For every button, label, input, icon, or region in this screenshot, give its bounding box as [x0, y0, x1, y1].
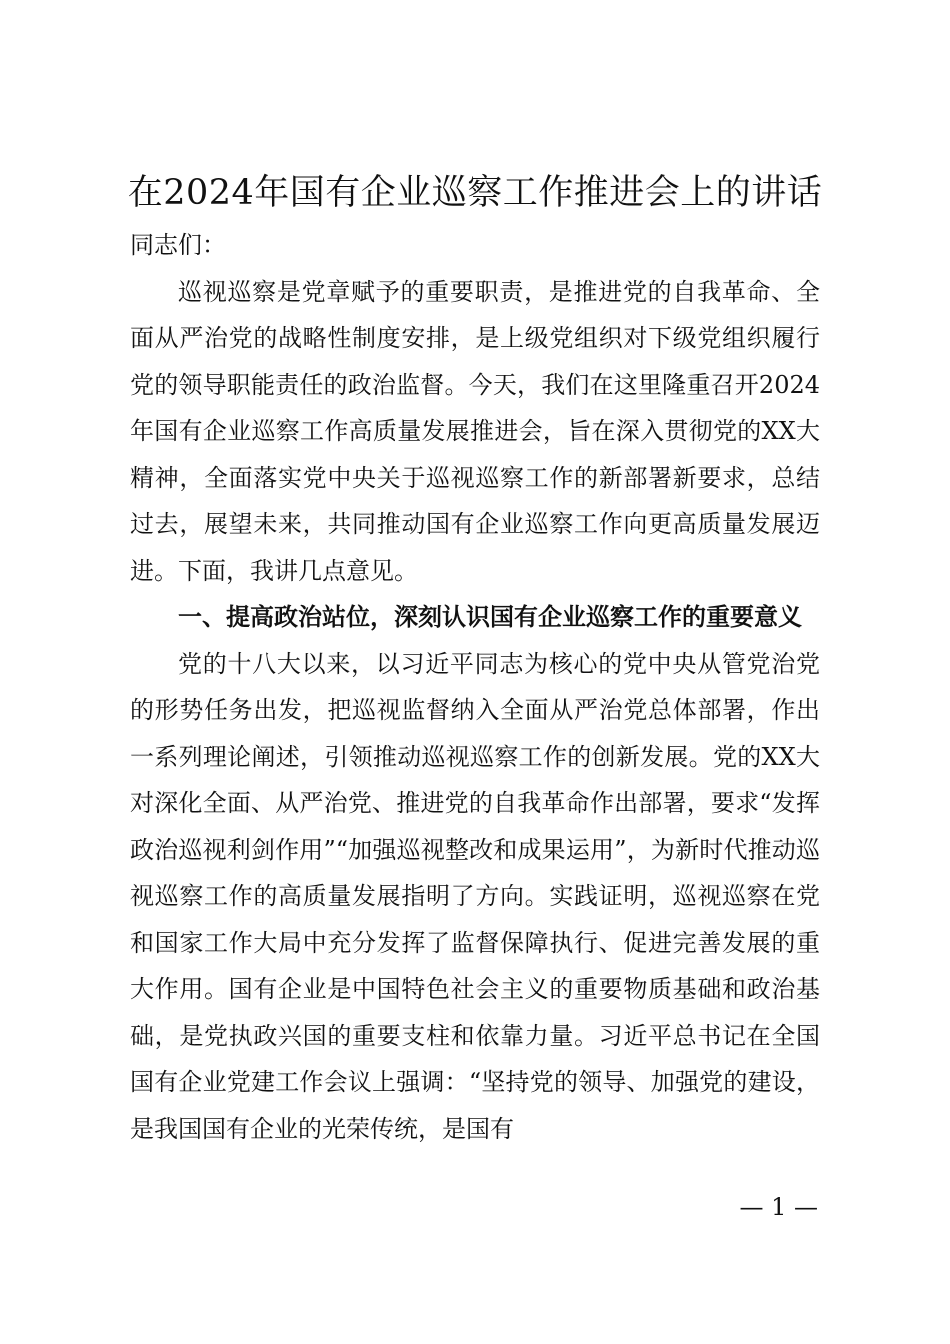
section-paragraph: 党的十八大以来，以习近平同志为核心的党中央从管党治党的形势任务出发，把巡视监督纳入全面从严治党总体部署，作出一系列理论阐述，引领推动巡视巡察工作的创新发展。党的XX大对深化全面、从严治党、推进党的自我革命作出部署，要求“发挥政治巡视利剑作用”“加强巡视整改和成果运用”，为新时代推动巡视巡察工作的高质量发展指明了方向。实践证明，巡视巡察在党和国家工作大局中充分发挥了监督保障执行、促进完善发展的重大作用。国有企业是中国特色社会主义的重要物质基础和政治基础，是党执政兴国的重要支柱和依靠力量。习近平总书记在全国国有企业党建工作会议上强调：“坚持党的领导、加强党的建设，是我国国有企业的光荣传统，是国有: [130, 649, 820, 1143]
greeting: 同志们：: [130, 231, 226, 259]
intro-paragraph: 巡视巡察是党章赋予的重要职责，是推进党的自我革命、全面从严治党的战略性制度安排，是上级党组织对下级党组织履行党的领导职能责任的政治监督。今天，我们在这里隆重召开2024年国有企业巡察工作高质量发展推进会，旨在深入贯彻党的XX大精神，全面落实党中央关于巡视巡察工作的新部署新要求，总结过去，展望未来，共同推动国有企业巡察工作向更高质量发展迈进。下面，我讲几点意见。: [130, 277, 820, 585]
page-number: — 1 —: [739, 1193, 818, 1221]
page-title: 在2024年国有企业巡察工作推进会上的讲话: [127, 173, 823, 213]
section-heading: 一、提高政治站位，深刻认识国有企业巡察工作的重要意义: [178, 603, 802, 631]
document-body: [130, 222, 820, 1152]
